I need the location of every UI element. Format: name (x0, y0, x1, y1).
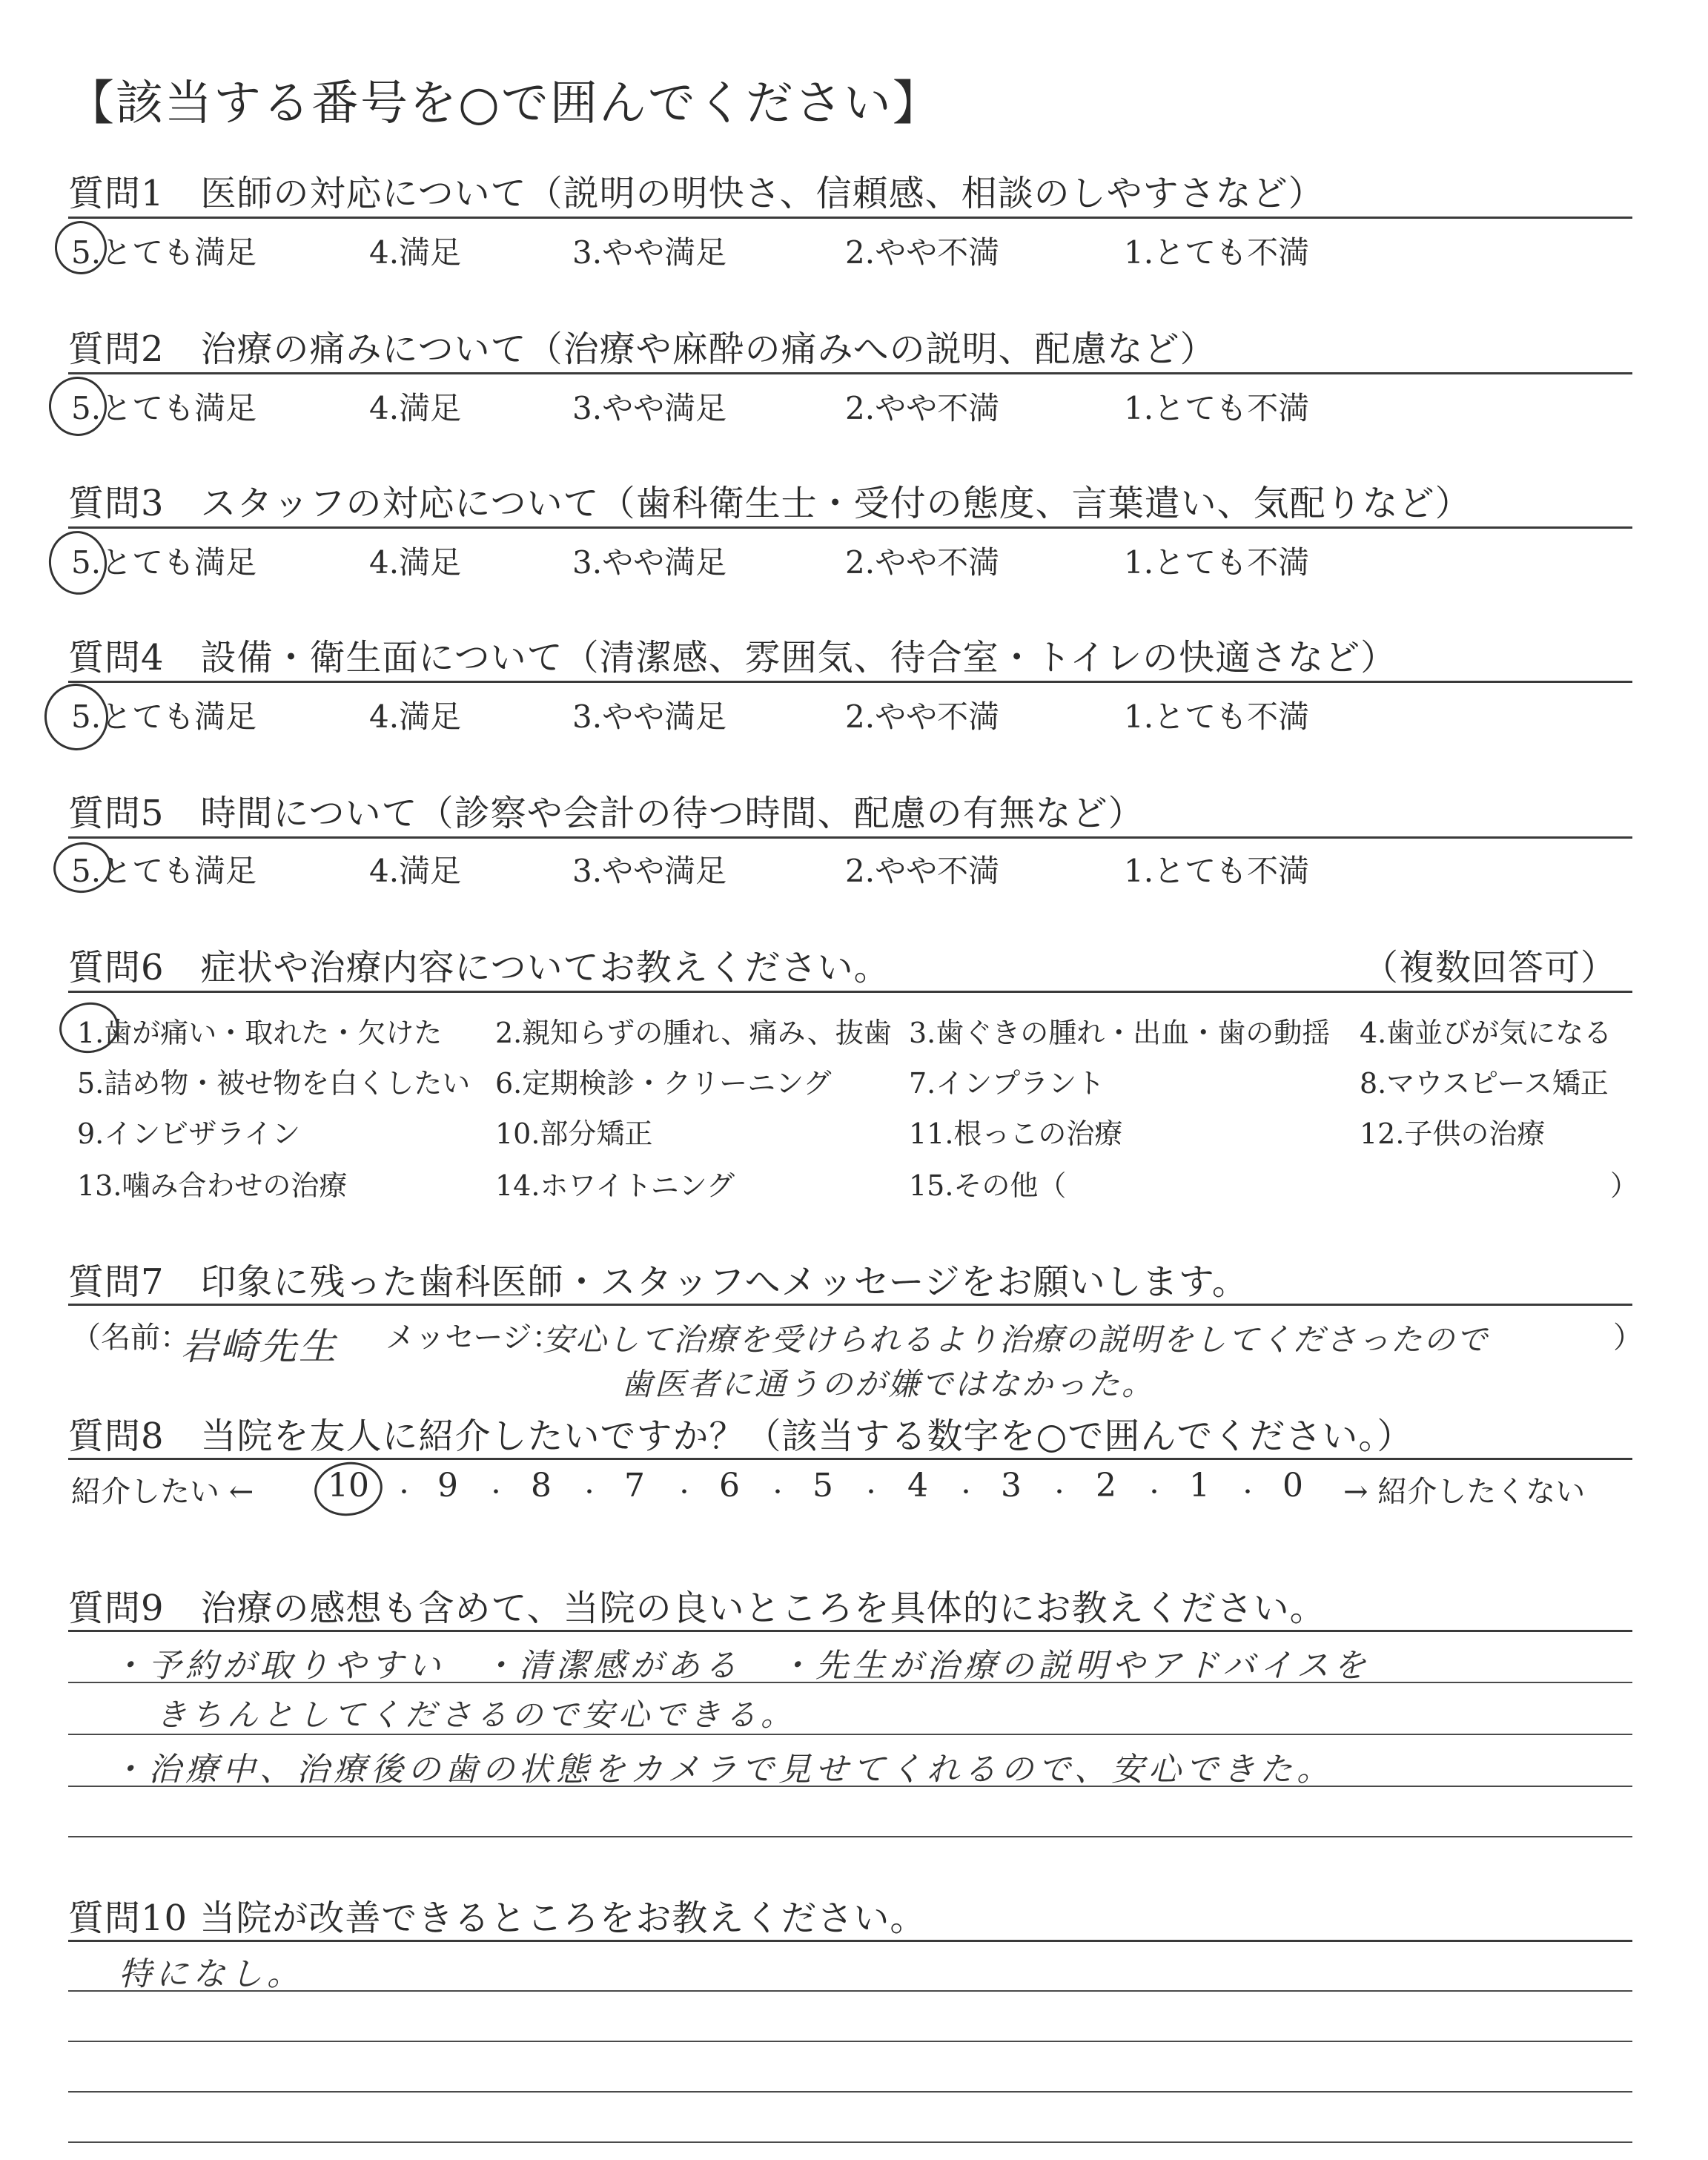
q1-option-4[interactable]: 4.満足 (369, 234, 462, 271)
q8-scale-2[interactable]: 2 (1096, 1467, 1116, 1505)
q7-message-line-2[interactable]: 歯医者に通うのが嫌ではなかった。 (621, 1366, 1156, 1402)
q8-separator: ・ (673, 1480, 695, 1506)
q6-option-14[interactable]: 14.ホワイトニング (495, 1169, 735, 1202)
q8-separator: ・ (860, 1480, 882, 1506)
q7-message-label: メッセージ： (385, 1321, 562, 1355)
question-9-title: 質問9 治療の感想も含めて、当院の良いところを具体的にお教えください。 (68, 1588, 1326, 1629)
q5-option-2[interactable]: 2.やや不満 (845, 853, 1000, 889)
q4-selected-circle-mark (40, 679, 113, 754)
question-7-rule (68, 1304, 1632, 1306)
q3-option-5[interactable]: 5.とても満足 (71, 544, 257, 581)
q8-scale-6[interactable]: 6 (719, 1467, 740, 1505)
q2-option-4[interactable]: 4.満足 (369, 390, 462, 426)
q6-option-13[interactable]: 13.噛み合わせの治療 (77, 1169, 348, 1202)
q3-option-1[interactable]: 1.とても不満 (1124, 544, 1310, 581)
question-6-rule (68, 991, 1632, 993)
q6-option-2[interactable]: 2.親知らずの腫れ、痛み、抜歯 (495, 1017, 892, 1049)
q8-separator: ・ (955, 1480, 977, 1506)
q6-option-5[interactable]: 5.詰め物・被せ物を白くしたい (77, 1067, 471, 1100)
q4-option-3[interactable]: 3.やや満足 (572, 698, 727, 735)
question-5-title: 質問5 時間について（診察や会計の待つ時間、配慮の有無など） (68, 793, 1145, 834)
q6-option-6[interactable]: 6.定期検診・クリーニング (495, 1067, 832, 1100)
q2-option-2[interactable]: 2.やや不満 (845, 390, 1000, 426)
question-8-title: 質問8 当院を友人に紹介したいですか？（該当する数字を○で囲んでください。） (68, 1416, 1414, 1457)
q4-option-2[interactable]: 2.やや不満 (845, 698, 1000, 735)
question-5-rule (68, 836, 1632, 839)
q4-option-5[interactable]: 5.とても満足 (71, 698, 257, 735)
question-8-rule (68, 1458, 1632, 1460)
question-6-title: 質問6 症状や治療内容についてお教えください。 (68, 947, 890, 988)
q8-separator: ・ (393, 1480, 415, 1506)
q8-scale-7[interactable]: 7 (624, 1467, 645, 1505)
q5-option-3[interactable]: 3.やや満足 (572, 853, 727, 889)
question-4-rule (68, 681, 1632, 683)
question-4-title: 質問4 設備・衛生面について（清潔感、雰囲気、待合室・トイレの快適さなど） (68, 637, 1397, 678)
q10-answer-line-1[interactable]: 特になし。 (119, 1955, 304, 1993)
q8-left-label: 紹介したい ← (71, 1475, 254, 1509)
q5-option-1[interactable]: 1.とても不満 (1124, 853, 1310, 889)
q8-scale-1[interactable]: 1 (1189, 1467, 1210, 1505)
q8-scale-10[interactable]: 10 (328, 1467, 369, 1505)
q2-selected-circle-mark (45, 373, 110, 440)
q8-separator: ・ (1048, 1480, 1070, 1506)
q2-option-1[interactable]: 1.とても不満 (1124, 390, 1310, 426)
q6-option-4[interactable]: 4.歯並びが気になる (1360, 1017, 1612, 1049)
question-3-rule (68, 526, 1632, 529)
question-7-title: 質問7 印象に残った歯科医師・スタッフへメッセージをお願いします。 (68, 1261, 1248, 1303)
q8-selected-circle-mark (311, 1458, 385, 1520)
question-2-rule (68, 372, 1632, 374)
question-9-rule (68, 1630, 1632, 1632)
q8-scale-9[interactable]: 9 (437, 1467, 458, 1505)
q8-scale-0[interactable]: 0 (1282, 1467, 1303, 1505)
q6-option-1[interactable]: 1.歯が痛い・取れた・欠けた (77, 1017, 443, 1049)
q1-option-5[interactable]: 5.とても満足 (71, 234, 257, 271)
q7-name-value[interactable]: 岩崎先生 (181, 1325, 338, 1368)
q3-option-3[interactable]: 3.やや満足 (572, 544, 727, 581)
q8-separator: ・ (767, 1480, 789, 1506)
q8-separator: ・ (1237, 1480, 1259, 1506)
q2-option-5[interactable]: 5.とても満足 (71, 390, 257, 426)
q8-separator: ・ (1143, 1480, 1165, 1506)
q8-separator: ・ (578, 1480, 600, 1506)
q4-option-1[interactable]: 1.とても不満 (1124, 698, 1310, 735)
q3-option-4[interactable]: 4.満足 (369, 544, 462, 581)
q5-option-5[interactable]: 5.とても満足 (71, 853, 257, 889)
q6-option-12[interactable]: 12.子供の治療 (1360, 1117, 1546, 1150)
q1-option-1[interactable]: 1.とても不満 (1124, 234, 1310, 271)
q9-answer-line-2[interactable]: きちんとしてくださるので安心できる。 (156, 1697, 797, 1733)
q9-answer-line (68, 1836, 1632, 1837)
q10-answer-line (68, 2041, 1632, 2042)
q6-other-close-paren: ） (1610, 1169, 1639, 1202)
q8-scale-8[interactable]: 8 (531, 1467, 552, 1505)
q2-option-3[interactable]: 3.やや満足 (572, 390, 727, 426)
q3-option-2[interactable]: 2.やや不満 (845, 544, 1000, 581)
q6-option-15[interactable]: 15.その他（ (909, 1169, 1067, 1202)
q6-option-7[interactable]: 7.インプラント (909, 1067, 1105, 1100)
instruction-header: 【該当する番号を○で囲んでください】 (67, 76, 941, 131)
q1-option-2[interactable]: 2.やや不満 (845, 234, 1000, 271)
q6-option-9[interactable]: 9.インビザライン (77, 1117, 301, 1150)
q8-scale-3[interactable]: 3 (1001, 1467, 1022, 1505)
q8-scale-5[interactable]: 5 (812, 1467, 833, 1505)
q8-separator: ・ (485, 1480, 507, 1506)
question-1-rule (68, 217, 1632, 219)
q8-right-label: → 紹介したくない (1343, 1475, 1586, 1509)
q7-name-label: （名前： (71, 1321, 190, 1355)
question-1-title: 質問1 医師の対応について（説明の明快さ、信頼感、相談のしやすさなど） (68, 173, 1325, 214)
q10-answer-line (68, 2141, 1632, 2143)
q9-answer-line-3[interactable]: ・治療中、治療後の歯の状態をカメラで見せてくれるので、安心できた。 (111, 1751, 1334, 1789)
q1-option-3[interactable]: 3.やや満足 (572, 234, 727, 271)
q6-option-8[interactable]: 8.マウスピース矯正 (1360, 1067, 1609, 1100)
question-3-title: 質問3 スタッフの対応について（歯科衛生士・受付の態度、言葉遣い、気配りなど） (68, 483, 1472, 524)
question-2-title: 質問2 治療の痛みについて（治療や麻酔の痛みへの説明、配慮など） (68, 328, 1217, 370)
question-10-title: 質問10 当院が改善できるところをお教えください。 (68, 1898, 927, 1939)
q10-answer-line (68, 2091, 1632, 2093)
q5-option-4[interactable]: 4.満足 (369, 853, 462, 889)
q6-option-10[interactable]: 10.部分矯正 (495, 1117, 653, 1150)
q8-scale-4[interactable]: 4 (907, 1467, 928, 1505)
q9-answer-line-1[interactable]: ・予約が取りやすい ・清潔感がある ・先生が治療の説明やアドバイスを (111, 1647, 1371, 1685)
q6-option-3[interactable]: 3.歯ぐきの腫れ・出血・歯の動揺 (909, 1017, 1331, 1049)
q7-message-line-1[interactable]: 安心して治療を受けられるより治療の説明をしてくださったので (543, 1321, 1489, 1358)
question-6-multiple-note: （複数回答可） (1363, 947, 1618, 988)
q7-close-paren: ） (1613, 1321, 1643, 1355)
question-10-rule (68, 1940, 1632, 1942)
q4-option-4[interactable]: 4.満足 (369, 698, 462, 735)
q6-option-11[interactable]: 11.根っこの治療 (909, 1117, 1123, 1150)
